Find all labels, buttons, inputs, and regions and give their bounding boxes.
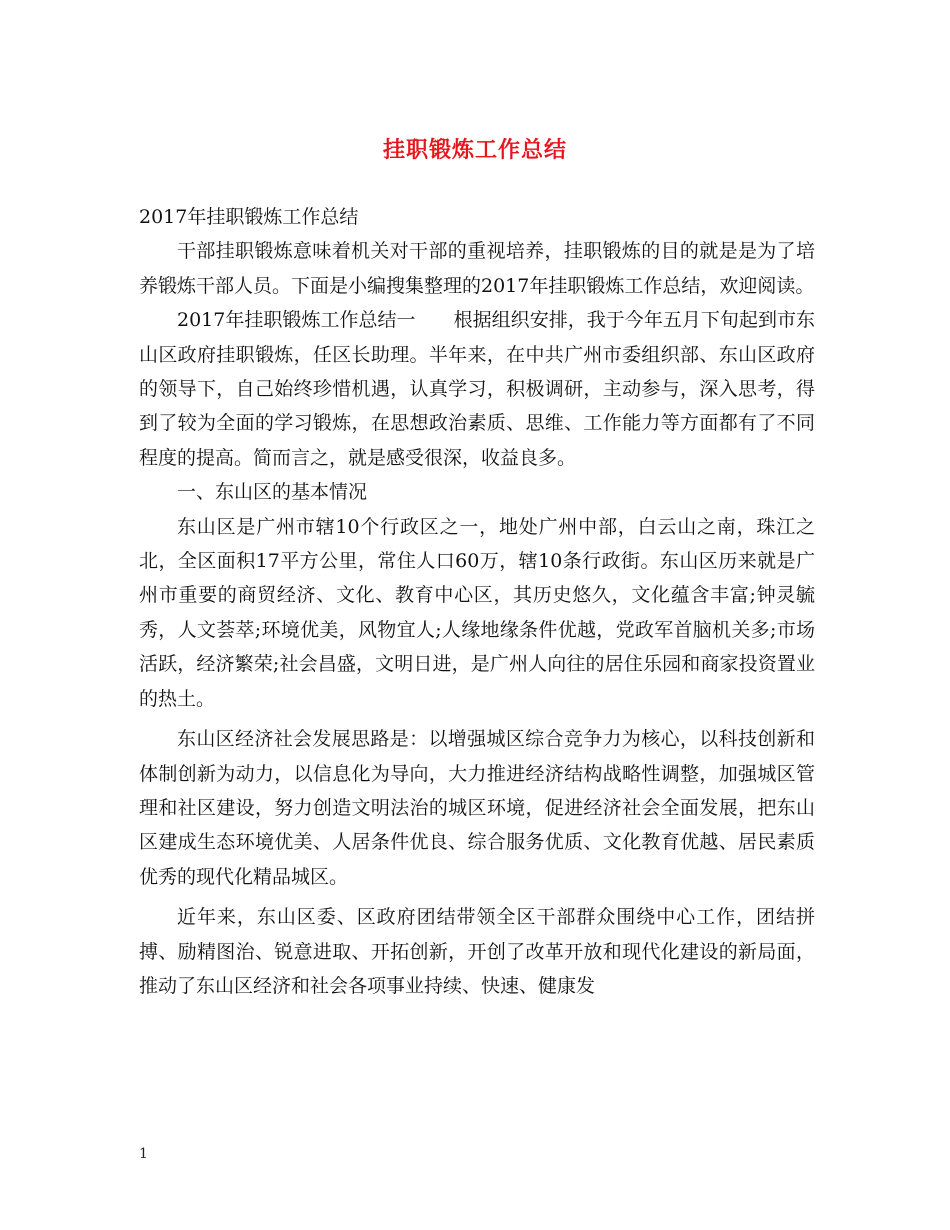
section-heading-basic-situation: 一、东山区的基本情况: [177, 481, 368, 504]
paragraph-recent-years: 近年来，东山区委、区政府团结带领全区干部群众围绕中心工作，团结拼搏、励精图治、锐意进取、开拓创新，开创了改革开放和现代化建设的新局面，推动了东山区经济和社会各项事业持续、快速、健康发: [139, 906, 815, 997]
paragraph-development-strategy: 东山区经济社会发展思路是：以增强城区综合竞争力为核心，以科技创新和体制创新为动力，以信息化为导向，大力推进经济结构战略性调整，加强城区管理和社区建设，努力创造文明法治的城区环境，促进经济社会全面发展，把东山区建成生态环境优美、人居条件优良、综合服务优质、文化教育优越、居民素质优秀的现代化精品城区。: [139, 728, 815, 888]
document-title: 挂职锻炼工作总结: [382, 137, 567, 163]
document-body: [139, 200, 815, 1003]
document-subtitle: 2017年挂职锻炼工作总结: [139, 206, 359, 228]
paragraph-intro: 干部挂职锻炼意味着机关对干部的重视培养，挂职锻炼的目的就是是为了培养锻炼干部人员。下面是小编搜集整理的2017年挂职锻炼工作总结，欢迎阅读。: [139, 240, 815, 297]
paragraph-summary-one: 2017年挂职锻炼工作总结一 根据组织安排，我于今年五月下旬起到市东山区政府挂职锻炼，任区长助理。半年来，在中共广州市委组织部、东山区政府的领导下，自己始终珍惜机遇，认真学习，积极调研，主动参与，深入思考，得到了较为全面的学习锻炼，在思想政治素质、思维、工作能力等方面都有了不同程度的提高。简而言之，就是感受很深，收益良多。: [139, 309, 815, 469]
page-number: 1: [139, 1146, 148, 1162]
paragraph-district-overview: 东山区是广州市辖10个行政区之一，地处广州中部，白云山之南，珠江之北，全区面积17平方公里，常住人口60万，辖10条行政街。东山区历来就是广州市重要的商贸经济、文化、教育中心区，其历史悠久，文化蕴含丰富;钟灵毓秀，人文荟萃;环境优美，风物宜人;人缘地缘条件优越，党政军首脑机关多;市场活跃，经济繁荣;社会昌盛，文明日进，是广州人向往的居住乐园和商家投资置业的热土。: [139, 515, 815, 710]
